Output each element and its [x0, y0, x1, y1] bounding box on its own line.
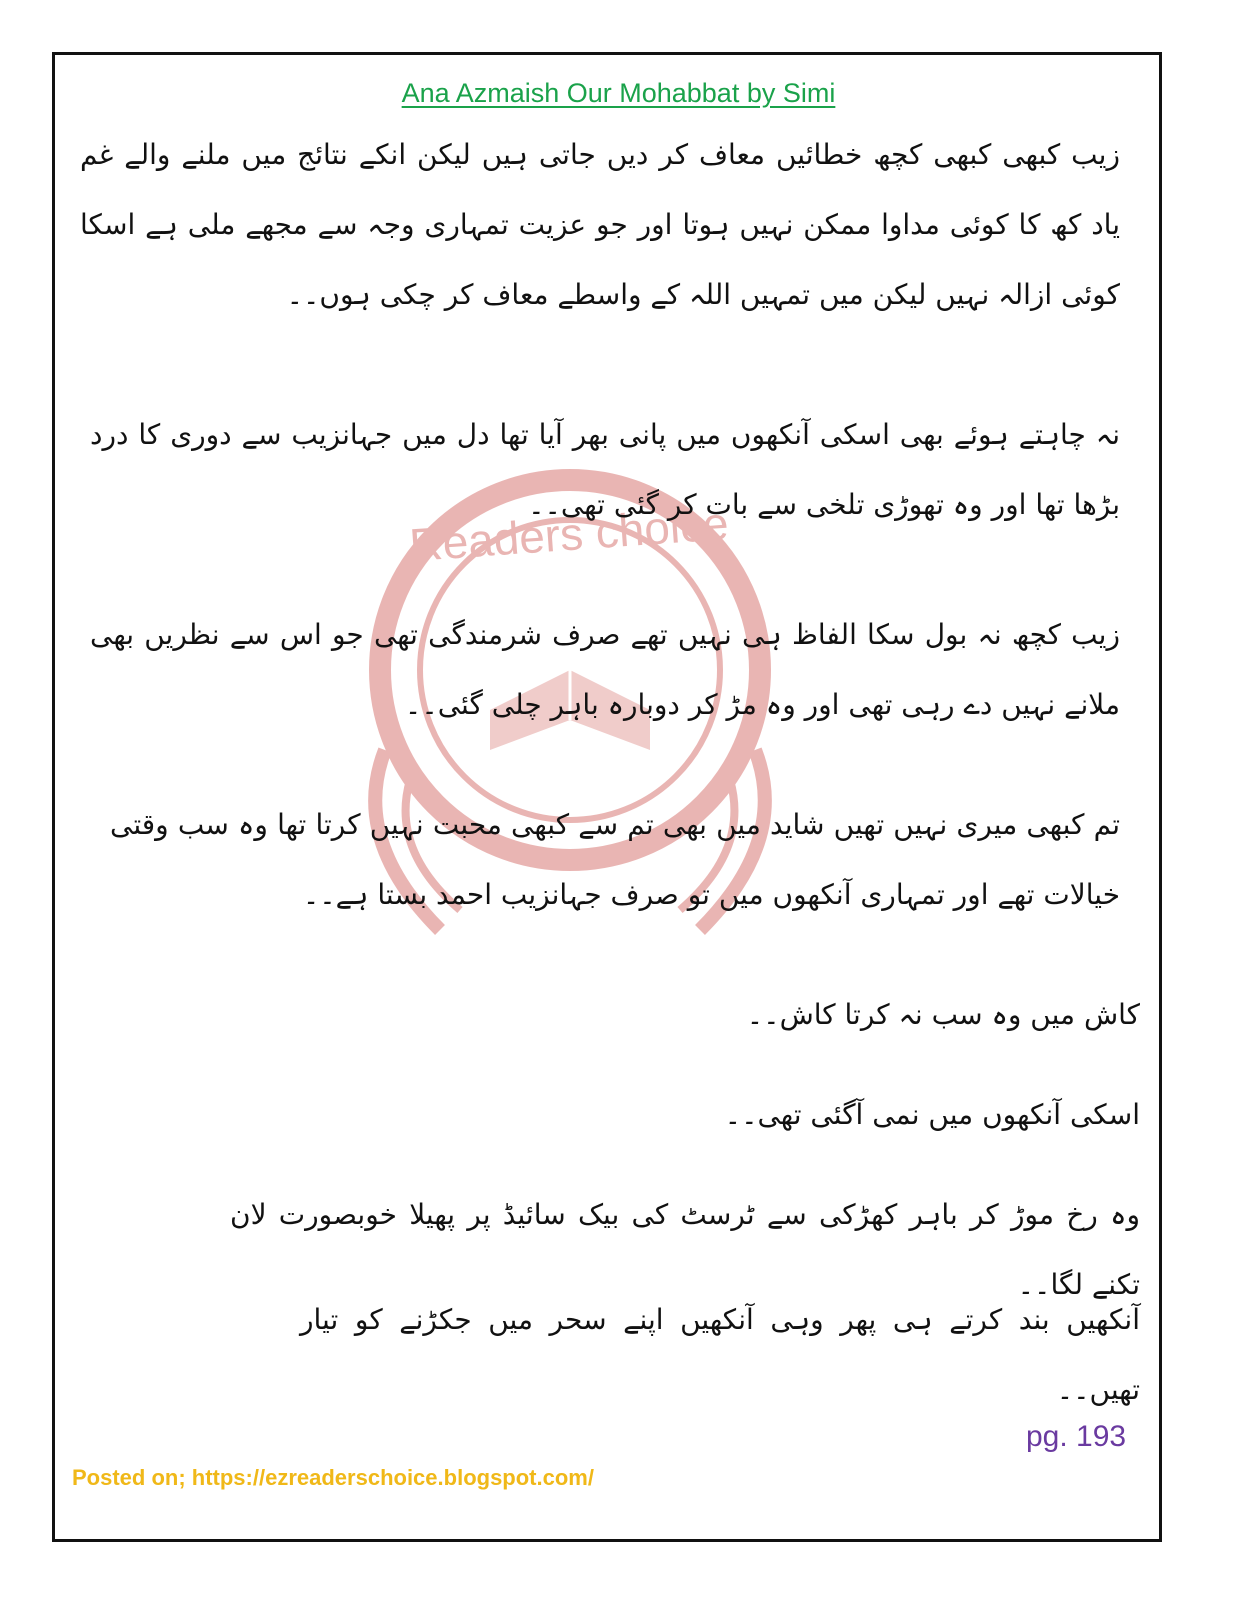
- watermark-text: Readers choice: [407, 496, 731, 572]
- paragraph-2: نہ چاہتے ہوئے بھی اسکی آنکھوں میں پانی بھر آیا تھا دل میں جہانزیب سے دوری کا درد بڑھا تھا اور وہ تھوڑی تلخی سے بات کر گئی تھی۔۔: [90, 418, 1120, 521]
- paragraph-8: آنکھیں بند کرتے ہی پھر وہی آنکھیں اپنے سحر میں جکڑنے کو تیار تھیں۔۔: [300, 1303, 1140, 1406]
- posted-on-link[interactable]: Posted on; https://ezreaderschoice.blogspot.com/: [72, 1465, 594, 1490]
- paragraph-6: اسکی آنکھوں میں نمی آگئی تھی۔۔: [724, 1098, 1140, 1131]
- page-title: Ana Azmaish Our Mohabbat by Simi: [401, 78, 836, 108]
- paragraph-4: تم کبھی میری نہیں تھیں شاید میں بھی تم سے کبھی محبت نہیں کرتا تھا وہ سب وقتی خیالات تھے اور تمہاری آنکھوں میں تو صرف جہانزیب احمد بستا ہے۔۔: [110, 808, 1120, 911]
- paragraph-7: وہ رخ موڑ کر باہر کھڑکی سے ٹرسٹ کی بیک سائیڈ پر پھیلا خوبصورت لان تکنے لگا۔۔: [230, 1198, 1140, 1301]
- page-number: pg. 193: [1026, 1420, 1127, 1453]
- paragraph-3: زیب کچھ نہ بول سکا الفاظ ہی نہیں تھے صرف شرمندگی تھی جو اس سے نظریں بھی ملانے نہیں دے رہی تھی اور وہ مڑ کر دوبارہ باہر چلی گئی۔۔: [90, 618, 1120, 721]
- paragraph-5: کاش میں وہ سب نہ کرتا کاش۔۔: [746, 998, 1140, 1031]
- paragraph-1: زیب کبھی کبھی کچھ خطائیں معاف کر دیں جاتی ہیں لیکن انکے نتائج میں ملنے والے غم یاد کھ کا کوئی مداوا ممکن نہیں ہوتا اور جو عزیت تمہاری وجہ سے مجھے ملی ہے اسکا کوئی ازالہ نہیں لیکن میں تمہیں اللہ کے واسطے معاف کر چکی ہوں۔۔: [80, 138, 1120, 311]
